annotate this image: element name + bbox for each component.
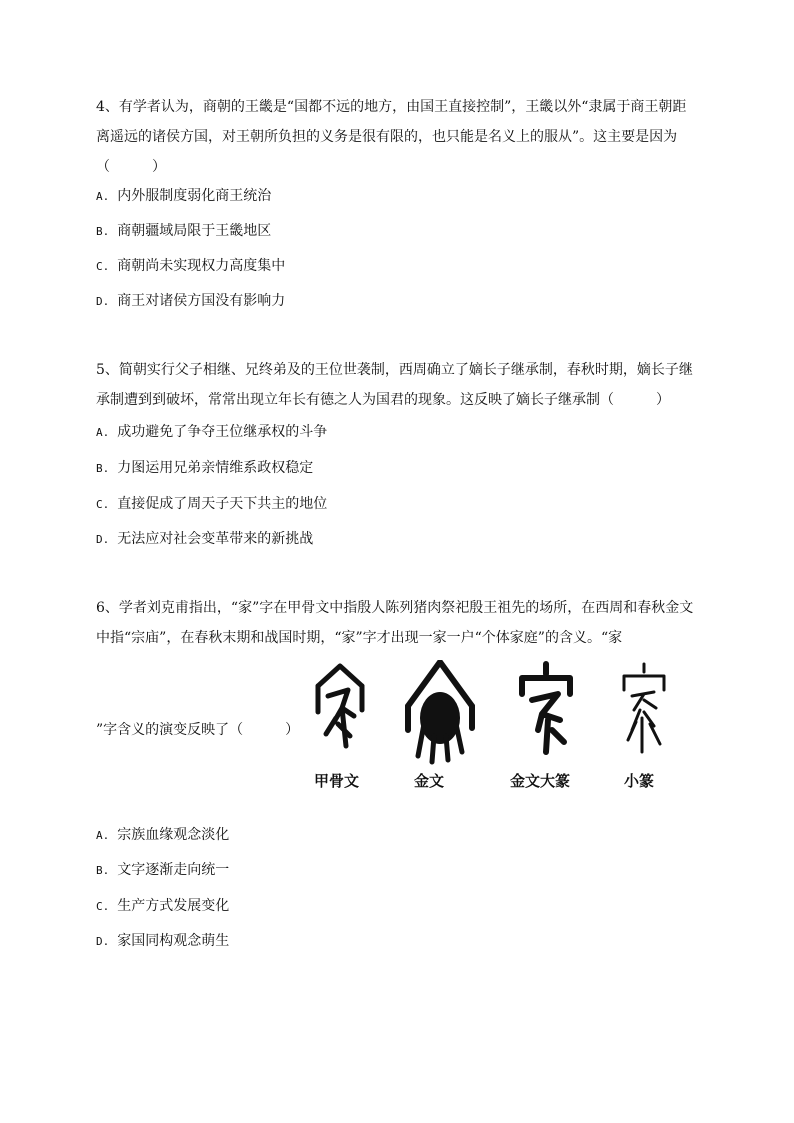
jinwen-jia-glyph bbox=[404, 660, 476, 770]
question-6-stem: 6、学者刘克甫指出，“家”字在甲骨文中指殷人陈列猪肉祭祀殷王祖先的场所，在西周和春秋金文中指“宗庙”，在春秋末期和战国时期，“家”字才出现一家一户“个体家庭”的含义。“家 bbox=[96, 600, 694, 646]
question-6-stem-tail: ”字含义的演变反映了（ ） bbox=[96, 722, 300, 738]
question-4-option-d[interactable]: D. 商王对诸侯方国没有影响力 bbox=[96, 293, 286, 309]
question-5-option-d[interactable]: D. 无法应对社会变革带来的新挑战 bbox=[96, 531, 314, 547]
question-5-option-a[interactable]: A. 成功避免了争夺王位继承权的斗争 bbox=[96, 424, 328, 440]
question-4-stem: 4、有学者认为，商朝的王畿是“国都不远的地方，由国王直接控制”，王畿以外“隶属于商王朝距离遥远的诸侯方国，对王朝所负担的义务是很有限的，也只能是名义上的服从”。这主要是因为（ ） bbox=[96, 99, 687, 175]
figure-label-xiaozhuan: 小篆 bbox=[624, 772, 655, 790]
xiaozhuan-jia-glyph bbox=[620, 660, 668, 760]
question-6-option-b[interactable]: B. 文字逐渐走向统一 bbox=[96, 862, 230, 878]
question-5-stem: 5、简朝实行父子相继、兄终弟及的王位世袭制，西周确立了嫡长子继承制，春秋时期，嫡长子继承制遭到到破坏，常常出现立年长有德之人为国君的现象。这反映了嫡长子继承制（ ） bbox=[96, 362, 693, 408]
question-6-option-a[interactable]: A. 宗族血缘观念淡化 bbox=[96, 827, 230, 843]
question-6-option-c[interactable]: C. 生产方式发展变化 bbox=[96, 898, 230, 914]
question-6-option-d[interactable]: D. 家国同构观念萌生 bbox=[96, 933, 230, 949]
question-4-option-b[interactable]: B. 商朝疆域局限于王畿地区 bbox=[96, 223, 272, 239]
jiaguwen-jia-glyph bbox=[312, 660, 368, 760]
question-5-option-c[interactable]: C. 直接促成了周天子天下共主的地位 bbox=[96, 496, 328, 512]
question-4-option-c[interactable]: C. 商朝尚未实现权力高度集中 bbox=[96, 258, 286, 274]
jinwen-dazhuan-jia-glyph bbox=[518, 660, 574, 760]
figure-label-jiaguwen: 甲骨文 bbox=[314, 772, 360, 790]
figure-label-jinwen-dazhuan: 金文大篆 bbox=[510, 772, 571, 790]
question-5-option-b[interactable]: B. 力图运用兄弟亲情维系政权稳定 bbox=[96, 460, 314, 476]
figure-label-jinwen: 金文 bbox=[414, 772, 445, 790]
question-4-option-a[interactable]: A. 内外服制度弱化商王统治 bbox=[96, 188, 272, 204]
